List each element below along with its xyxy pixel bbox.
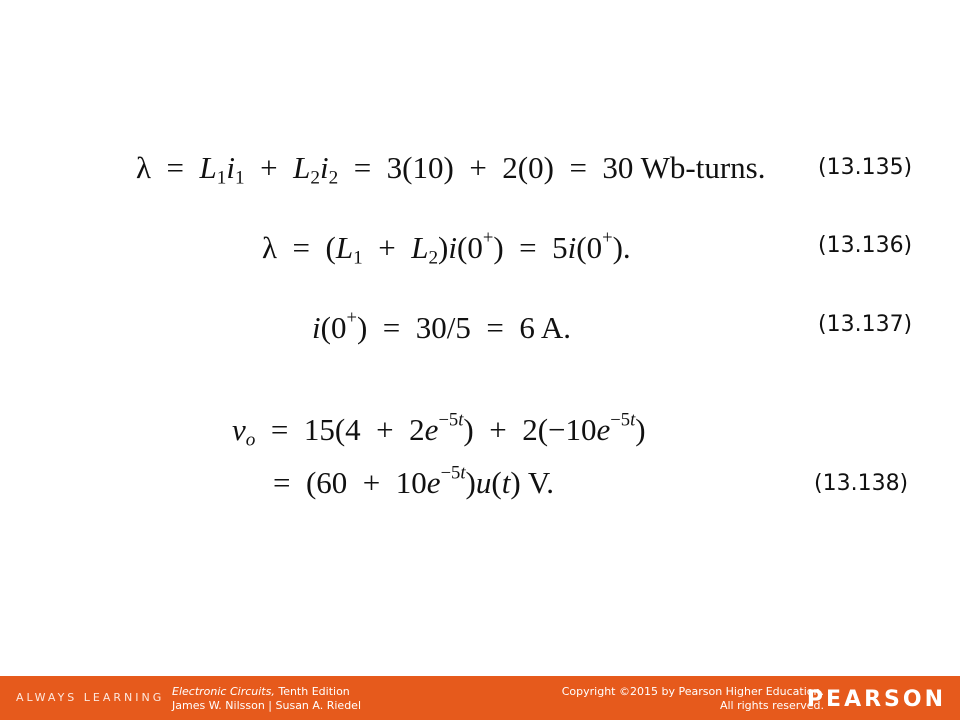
rights-line: All rights reserved. <box>719 699 824 712</box>
pearson-logo: PEARSON <box>806 687 946 712</box>
copyright-line: Copyright ©2015 by Pearson Higher Education. <box>561 685 824 698</box>
copyright-notice <box>562 685 824 713</box>
equation-13-138-line-2: = $(60 + 10e^{-5t})u(t)$ V. <box>273 462 554 500</box>
equation-number: (13.136) <box>818 233 913 258</box>
equation-13-136: $\lambda = (L_1 + L_2)i(0^+) = 5i(0^+)$. <box>262 227 631 269</box>
equation-number: (13.137) <box>818 312 913 337</box>
book-edition: Tenth Edition <box>274 685 350 698</box>
book-title: Electronic Circuits, <box>172 685 275 698</box>
footer-bar <box>0 676 960 720</box>
equation-13-138-line-1: $v_o = 15(4 + 2e^{-5t}) + 2(-10e^{-5t})$ <box>232 409 646 451</box>
book-authors: James W. Nilsson | Susan A. Riedel <box>172 699 361 712</box>
equation-13-137: i(0+) = 30/5 = 6 A. <box>312 307 572 345</box>
equation-13-135: $\lambda = L_1i_1 + L_2i_2 = 3(10) + 2(0) = 30$ Wb-turns. <box>136 150 766 189</box>
equation-number: (13.135) <box>818 155 913 180</box>
footer-tagline: ALWAYS LEARNING <box>16 691 165 704</box>
equation-number: (13.138) <box>814 471 909 496</box>
book-info <box>172 685 361 713</box>
